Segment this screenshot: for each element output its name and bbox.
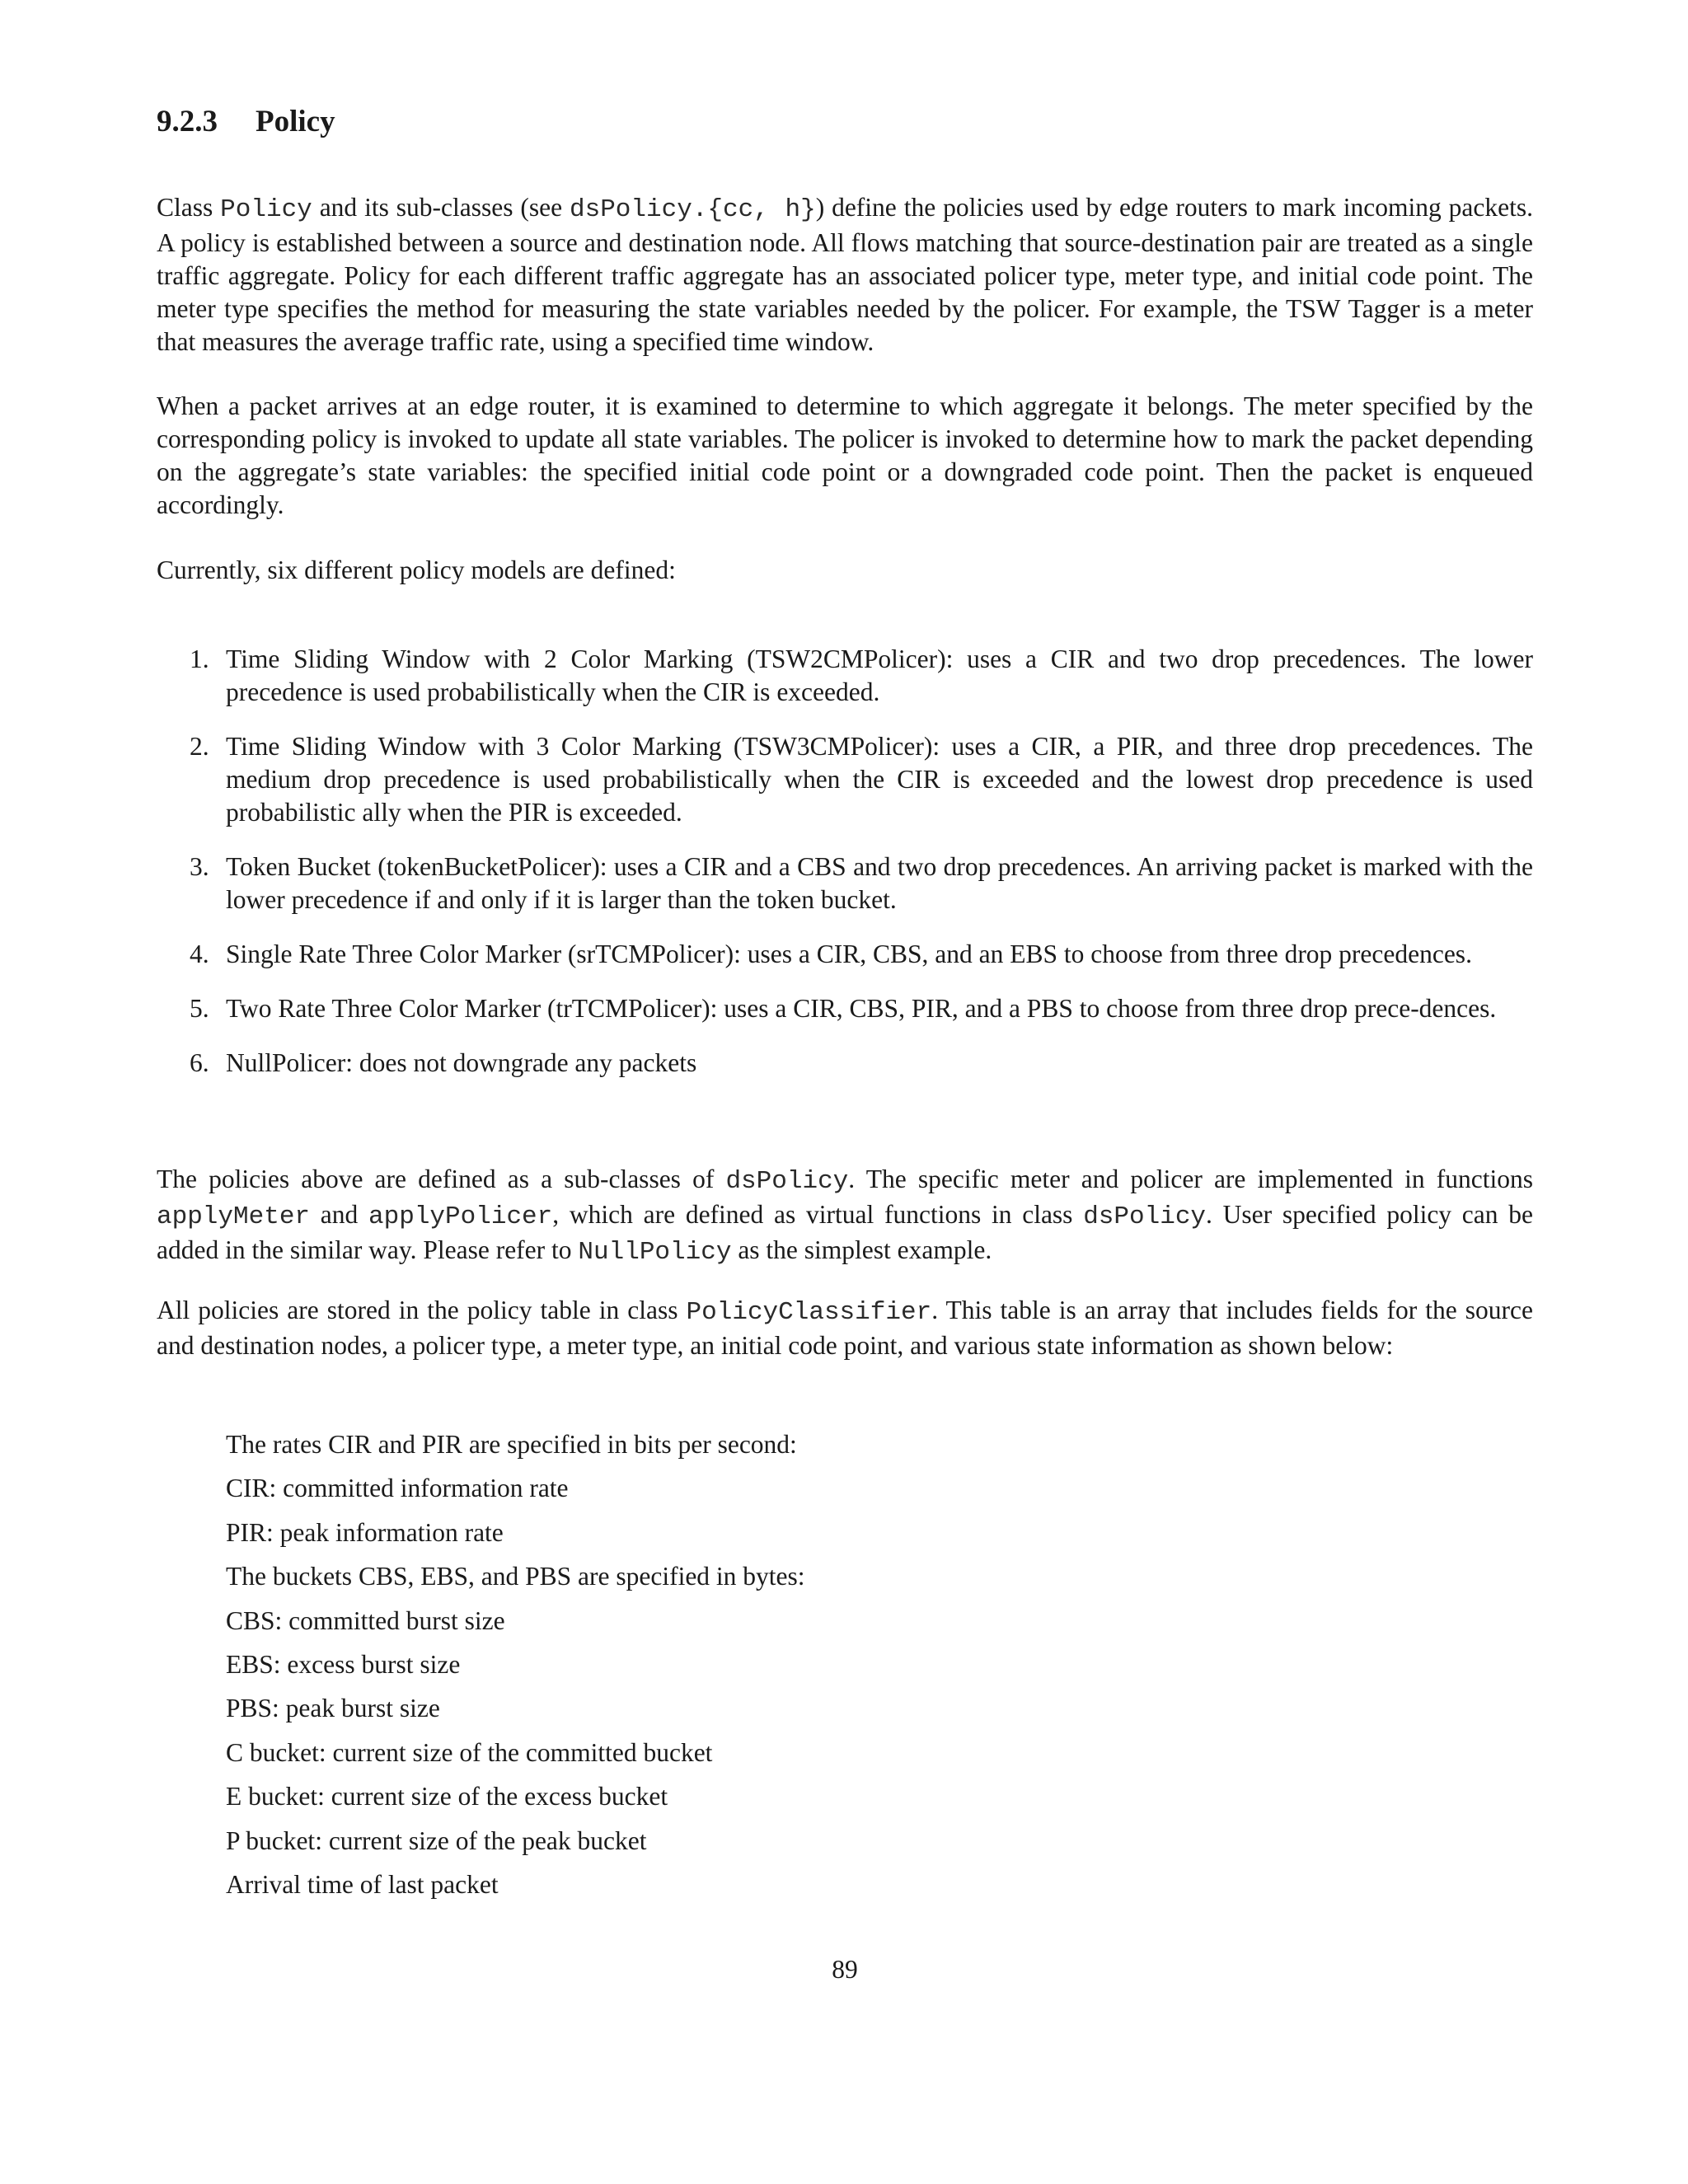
state-field-line: PBS: peak burst size (226, 1694, 440, 1723)
models-intro-paragraph: Currently, six different policy models are defined: (157, 555, 676, 584)
policy-model-item (157, 938, 1533, 971)
policy-model-item (157, 992, 1533, 1025)
policy-model-item (157, 851, 1533, 916)
state-field-line: P bucket: current size of the peak bucket (226, 1825, 647, 1855)
section-number: 9.2.3 (157, 105, 218, 138)
state-field-line: Arrival time of last packet (226, 1869, 499, 1899)
code-policy: Policy (220, 195, 312, 224)
section-title: Policy (256, 105, 335, 138)
code-applymeter: applyMeter (157, 1202, 311, 1231)
code-dspolicy-files: dsPolicy.{cc, h} (570, 195, 816, 224)
code-nullpolicy: NullPolicy (578, 1238, 732, 1267)
state-field-line: The buckets CBS, EBS, and PBS are specified in bytes: (226, 1562, 805, 1591)
state-field-line: CBS: committed burst size (226, 1605, 505, 1635)
policy-model-item (157, 643, 1533, 709)
code-applypolicer: applyPolicer (368, 1202, 553, 1231)
state-field-line: EBS: excess burst size (226, 1649, 461, 1679)
list-marker: 1. (190, 644, 209, 673)
policy-model-text: NullPolicer: does not downgrade any packets (226, 1048, 697, 1077)
state-field-line: E bucket: current size of the excess bucket (226, 1782, 668, 1811)
state-field-line: The rates CIR and PIR are specified in bits per second: (226, 1430, 797, 1459)
policy-model-text: Token Bucket (tokenBucketPolicer): uses a CIR and a CBS and two drop precedences. An arriving packet is marked with the lower precedence if and only if it is larger than the token bucket. (226, 852, 1533, 914)
list-marker: 4. (190, 940, 209, 968)
policy-models-list (157, 643, 1533, 1101)
code-dspolicy-class: dsPolicy (1083, 1202, 1207, 1231)
policy-model-text: Single Rate Three Color Marker (srTCMPolicer): uses a CIR, CBS, and an EBS to choose from three drop precedences. (226, 940, 1472, 968)
policy-model-text: Time Sliding Window with 3 Color Marking (TSW3CMPolicer): uses a CIR, a PIR, and three drop precedences. The medium drop precedence is used probabilistically when the CIR is exceeded and the lowest drop precedence is used probabilistic ally when the PIR is exceeded. (226, 732, 1533, 827)
subclass-paragraph: The policies above are defined as a sub-classes of dsPolicy. The specific meter and policer are implemented in functions applyMeter and applyPolicer, which are defined as virtual functions in class dsPolicy. User specified policy can be added in the similar way. Please refer to NullPolicy as the simplest example. (157, 1165, 1533, 1267)
state-field-line: C bucket: current size of the committed bucket (226, 1737, 713, 1767)
state-field-line: CIR: committed information rate (226, 1474, 569, 1503)
list-marker: 2. (190, 732, 209, 761)
policy-model-text: Two Rate Three Color Marker (trTCMPolicer): uses a CIR, CBS, PIR, and a PBS to choose from three drop prece-dences. (226, 994, 1497, 1023)
list-marker: 5. (190, 994, 209, 1023)
state-field-line: PIR: peak information rate (226, 1517, 504, 1547)
policy-model-item (157, 730, 1533, 829)
policy-model-text: Time Sliding Window with 2 Color Marking (TSW2CMPolicer): uses a CIR and two drop precedences. The lower precedence is used probabilistically when the CIR is exceeded. (226, 644, 1533, 706)
list-marker: 3. (190, 852, 209, 881)
state-fields-list (226, 1428, 1462, 1912)
packet-arrival-paragraph: When a packet arrives at an edge router, it is examined to determine to which aggregate it belongs. The meter specified by the corresponding policy is invoked to update all state variables. The policer is invoked to determine how to mark the packet depending on the aggregate’s state variables: the specified initial code point or a downgraded code point. Then the packet is enqueued accordingly. (157, 391, 1533, 519)
policy-model-item (157, 1047, 1533, 1080)
code-policyclassifier: PolicyClassifier (686, 1298, 932, 1327)
page-number: 89 (832, 1955, 858, 1984)
section-heading (157, 103, 335, 141)
intro-paragraph: Class Policy and its sub-classes (see dsPolicy.{cc, h}) define the policies used by edge routers to mark incoming packets. A policy is established between a source and destination node. All flows matching that source-destination pair are treated as a single traffic aggregate. Policy for each different traffic aggregate has an associated policer type, meter type, and initial code point. The meter type specifies the method for measuring the state variables needed by the policer. For example, the TSW Tagger is a meter that measures the average traffic rate, using a specified time window. (157, 193, 1533, 356)
list-marker: 6. (190, 1048, 209, 1077)
policy-table-paragraph: All policies are stored in the policy table in class PolicyClassifier. This table is an array that includes fields for the source and destination nodes, a policer type, a meter type, an initial code point, and various state information as shown below: (157, 1296, 1533, 1360)
code-dspolicy: dsPolicy (725, 1167, 849, 1196)
